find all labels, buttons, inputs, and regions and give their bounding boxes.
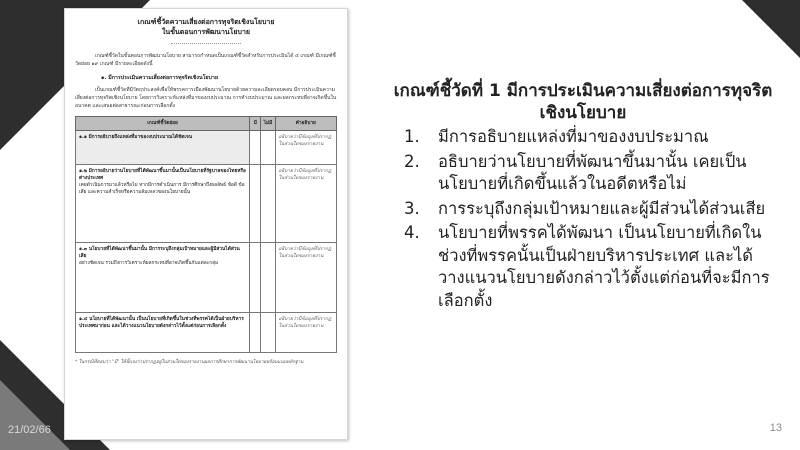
has-cell[interactable] bbox=[250, 131, 261, 165]
page-number: 13 bbox=[769, 422, 782, 434]
slide-date: 21/02/66 bbox=[8, 424, 51, 436]
table-header-row bbox=[76, 117, 337, 131]
indicator-table bbox=[75, 116, 337, 353]
list-item-text: นโยบายที่พรรคได้พัฒนา เป็นนโยบายที่เกิดในช่วงที่พรรคนั้นเป็นฝ่ายบริหารประเทศ และได้วางแนวนโยบายดังกล่าวไว้ตั้งแต่ก่อนที่จะมีการเลือกตั้ง bbox=[438, 223, 770, 310]
document-image bbox=[64, 8, 348, 440]
table-row bbox=[76, 131, 337, 165]
indicator-body: เคยดำเนินการมาแล้วหรือไม่ หากมีการดำเนินการ มีการศึกษาถึงผลลัพธ์ ข้อดี ข้อเสีย และความสำเร็จหรือความล้มเหลวของนโยบายนั้น bbox=[79, 183, 245, 195]
table-row bbox=[76, 243, 337, 313]
list-item-number: 1. bbox=[404, 127, 420, 146]
has-cell[interactable] bbox=[250, 165, 261, 243]
slide-heading: เกณฑ์ชี้วัดที่ 1 มีการประเมินความเสี่ยงต่อการทุจริตเชิงนโยบาย bbox=[393, 81, 773, 123]
indicator-title: ๑.๑ มีการอธิบายถึงแหล่งที่มาของงบประมาณได้ชัดเจน bbox=[79, 135, 193, 140]
document-separator bbox=[171, 43, 241, 44]
has-not-cell[interactable] bbox=[261, 165, 275, 243]
explanation-cell: อธิบายว่ามีข้อมูลที่ปรากฏในส่วนใดของรายงาน bbox=[275, 131, 337, 165]
indicator-title: ๑.๒ มีการอธิบายว่านโยบายที่ได้พัฒนาขึ้นมานั้นเป็นนโยบายที่รัฐบาลของไทยหรือต่างประเทศ bbox=[79, 169, 246, 181]
has-not-cell[interactable] bbox=[261, 243, 275, 313]
list-item bbox=[404, 198, 776, 221]
list-item-text: มีการอธิบายแหล่งที่มาของงบประมาณ bbox=[438, 127, 709, 146]
table-row bbox=[76, 165, 337, 243]
list-item-text: การระบุถึงกลุ่มเป้าหมายและผู้มีส่วนได้ส่วนเสีย bbox=[438, 198, 766, 218]
criteria-list bbox=[404, 126, 776, 314]
indicator-cell bbox=[76, 313, 250, 353]
indicator-cell bbox=[76, 131, 250, 165]
has-cell[interactable] bbox=[250, 243, 261, 313]
document-section-heading: ๑. มีการประเมินความเสี่ยงต่อการทุจริตเชิงนโยบาย bbox=[101, 75, 218, 81]
indicator-title: ๑.๔ นโยบายที่ได้พัฒนานั้น เป็นนโยบายที่เกิดขึ้นในช่วงที่พรรคได้เป็นฝ่ายบริหารประเทศมาก่อน และได้วางแนวนโยบายดังกล่าวไว้ตั้งแต่ก่อนการเลือกตั้ง bbox=[79, 317, 244, 329]
list-item bbox=[404, 126, 776, 149]
indicator-cell bbox=[76, 243, 250, 313]
indicator-body: อย่างชัดเจน รวมถึงการวิเคราะห์ผลกระทบที่อาจเกิดขึ้นกับแต่ละกลุ่ม bbox=[79, 261, 219, 266]
document-subtitle: ในขั้นตอนการพัฒนานโยบาย bbox=[161, 28, 250, 36]
table-header: เกณฑ์ชี้วัดย่อย bbox=[76, 117, 250, 131]
explanation-cell: อธิบายว่ามีข้อมูลที่ปรากฏในส่วนใดของรายงาน bbox=[275, 165, 337, 243]
table-row bbox=[76, 313, 337, 353]
table-header: มี bbox=[250, 117, 261, 131]
list-item-number: 3. bbox=[404, 198, 420, 218]
indicator-cell bbox=[76, 165, 250, 243]
document-footnote: * ในกรณีที่ตอบว่า "มี" ให้ชี้แจงว่าปรากฏอยู่ในส่วนใดของรายงานผลการศึกษาการพัฒนานโยบายพร้อมแนบหลักฐาน bbox=[75, 360, 304, 365]
list-item-number: 2. bbox=[404, 151, 420, 171]
list-item bbox=[404, 222, 776, 312]
explanation-cell: อธิบายว่ามีข้อมูลที่ปรากฏในส่วนใดของรายงาน bbox=[275, 243, 337, 313]
list-item-text: อธิบายว่านโยบายที่พัฒนาขึ้นมานั้น เคยเป็นนโยบายที่เกิดขึ้นแล้วในอดีตหรือไม่ bbox=[438, 151, 747, 193]
table-header: ไม่มี bbox=[261, 117, 275, 131]
explanation-cell: อธิบายว่ามีข้อมูลที่ปรากฏในส่วนใดของรายงาน bbox=[275, 313, 337, 353]
indicator-title: ๑.๓ นโยบายที่ได้พัฒนาขึ้นมานั้น มีการระบุถึงกลุ่มเป้าหมายและผู้มีส่วนได้ส่วนเสีย bbox=[79, 247, 240, 259]
list-item bbox=[404, 151, 776, 196]
corner-decoration-top-right bbox=[742, 0, 800, 58]
table-header: คำอธิบาย bbox=[275, 117, 337, 131]
document-paragraph: เป็นเกณฑ์ชี้วัดที่มีวัตถุประสงค์เพื่อให้พรรคการเมืองพัฒนานโยบายด้วยความละเอียดรอบคอบ มีการประเมินความเสี่ยงต่อการทุจริตเชิงนโยบาย โดยการวิเคราะห์แหล่งที่มาของงบประมาณ การทำงบประมาณ และผลกระทบที่อาจเกิดขึ้นในอนาคต และเสนอต่อสาธารณะก่อนการเลือกตั้ง bbox=[75, 87, 337, 109]
has-not-cell[interactable] bbox=[261, 313, 275, 353]
has-not-cell[interactable] bbox=[261, 131, 275, 165]
corner-decoration-bottom-left-inner bbox=[0, 380, 70, 450]
has-cell[interactable] bbox=[250, 313, 261, 353]
document-intro: เกณฑ์ชี้วัดในขั้นตอนการพัฒนานโยบาย สามารถกำหนดเป็นเกณฑ์ชี้วัดสำหรับการประเมินได้ ๔ เกณฑ์ มีเกณฑ์ชี้วัดย่อย ๑๙ เกณฑ์ มีรายละเอียดดังนี้ bbox=[75, 53, 336, 67]
list-item-number: 4. bbox=[404, 223, 420, 242]
document-title: เกณฑ์ชี้วัดความเสี่ยงต่อการทุจริตเชิงนโยบาย bbox=[137, 18, 275, 26]
